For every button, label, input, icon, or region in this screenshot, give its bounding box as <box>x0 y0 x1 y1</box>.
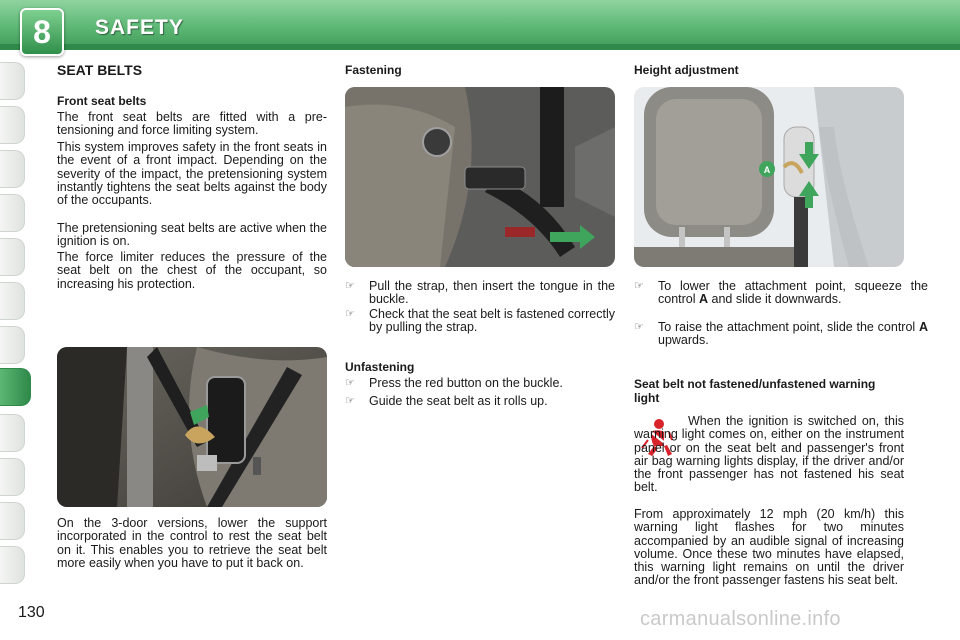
unfastening-bullet: ☞ Guide the seat belt as it rolls up. <box>345 394 548 408</box>
paragraph: The force limiter reduces the pressure of the seat belt on the chest of the occupant, so increasing his protection. <box>57 250 327 291</box>
chapter-tab[interactable] <box>0 238 25 276</box>
seat-belt-support-photo <box>57 347 327 507</box>
bullet-pointer-icon: ☞ <box>345 308 355 320</box>
chapter-tab[interactable] <box>0 150 25 188</box>
height-bullet: ☞ To lower the attachment point, squeeze the control A and slide it downwards. <box>634 279 928 307</box>
chapter-tab[interactable] <box>0 194 25 232</box>
height-adjustment-photo <box>634 87 904 267</box>
bullet-pointer-icon: ☞ <box>345 377 355 389</box>
chapter-tab[interactable] <box>0 546 25 584</box>
bullet-pointer-icon: ☞ <box>345 395 355 407</box>
fastening-photo <box>345 87 615 267</box>
header-band <box>0 44 960 50</box>
bullet-pointer-icon: ☞ <box>345 280 355 292</box>
front-seat-belts-heading: Front seat belts <box>57 94 147 108</box>
page-number: 130 <box>18 604 45 621</box>
bullet-pointer-icon: ☞ <box>634 321 644 333</box>
control-a-label: A <box>763 165 771 175</box>
unfastening-heading: Unfastening <box>345 360 415 374</box>
chapter-tab[interactable] <box>0 458 25 496</box>
fastening-heading: Fastening <box>345 63 402 77</box>
fastening-bullet: ☞ Pull the strap, then insert the tongue in the buckle. <box>345 279 615 307</box>
chapter-tab[interactable] <box>0 282 25 320</box>
chapter-tab-strip <box>0 62 32 582</box>
paragraph: The front seat belts are fitted with a pre-tensioning and force limiting system. <box>57 110 327 138</box>
height-adjustment-heading: Height adjustment <box>634 63 739 77</box>
bullet-pointer-icon: ☞ <box>634 280 644 292</box>
page-title: SAFETY <box>95 16 184 39</box>
chapter-number-badge: 8 <box>20 8 64 56</box>
section-title: SEAT BELTS <box>57 62 143 78</box>
paragraph: From approximately 12 mph (20 km/h) this warning light flashes for two minutes accompanied by an audible signal of increasing volume. Once these two minutes have elapsed, this warning light remains on until the driver and/or the front passenger fastens his seat belt. <box>634 507 904 588</box>
unfastening-bullet: ☞ Press the red button on the buckle. <box>345 376 563 390</box>
chapter-tab-active[interactable] <box>0 368 31 406</box>
chapter-tab[interactable] <box>0 414 25 452</box>
paragraph: When the ignition is switched on, this warning light comes on, either on the instrument panel or on the seat belt and passenger's front air bag warning lights display, if the driver and/or the front passenger has not fastened his seat belt. <box>634 414 904 495</box>
chapter-tab[interactable] <box>0 106 25 144</box>
height-bullet: ☞ To raise the attachment point, slide the control A upwards. <box>634 320 928 348</box>
paragraph: The pretensioning seat belts are active when the ignition is on. <box>57 221 327 249</box>
watermark: carmanualsonline.info <box>640 608 841 630</box>
fastening-bullet: ☞ Check that the seat belt is fastened correctly by pulling the strap. <box>345 307 615 335</box>
chapter-tab[interactable] <box>0 62 25 100</box>
paragraph: On the 3-door versions, lower the support incorporated in the control to rest the seat belt on it. This enables you to retrieve the seat belt more easily when you have to put it back on. <box>57 516 327 570</box>
warning-light-heading: Seat belt not fastened/unfastened warning light <box>634 377 876 405</box>
chapter-tab[interactable] <box>0 502 25 540</box>
chapter-tab[interactable] <box>0 326 25 364</box>
paragraph: This system improves safety in the front seats in the event of a front impact. Depending on the severity of the impact, the pretensioning system instantly tightens the seat belts against the body of the occupants. <box>57 140 327 208</box>
